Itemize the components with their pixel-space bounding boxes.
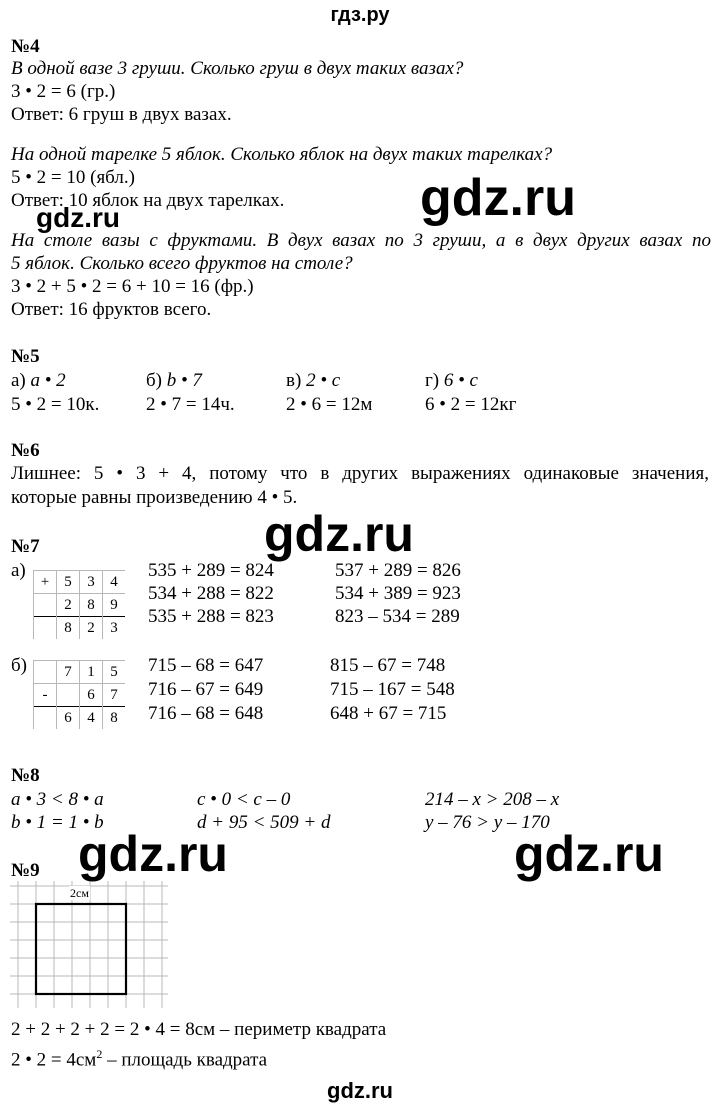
task-9-perimeter: 2 + 2 + 2 + 2 = 2 • 4 = 8см – периметр квадрата [11,1019,387,1040]
grid-cell [34,707,57,730]
task-5-item-a-label: а) [11,370,26,391]
task-5-item-b-expression: b • 7 [166,370,202,391]
task-4-answer-3: Ответ: 16 фруктов всего. [11,299,212,320]
task-4-answer-1: Ответ: 6 груш в двух вазах. [11,104,232,125]
task-5-item-v-expression: 2 • c [306,370,341,391]
task-5-calc-v: 2 • 6 = 12м [286,394,373,415]
task-5-item-b-label: б) [146,370,162,391]
task-4-solution-2: 5 • 2 = 10 (ябл.) [11,167,135,188]
grid-cell: 6 [80,684,103,707]
task-7-b-eq-3: 716 – 68 = 648 [148,703,264,724]
grid-cell: 8 [57,617,80,640]
task-8-title: №8 [11,765,40,786]
watermark-large-2: gdz.ru [264,506,414,562]
task-7-b-eq-1: 715 – 68 = 647 [148,655,264,676]
grid-lines [10,881,168,1008]
task-5-item-v-label: в) [286,370,302,391]
task-7-part-a-label: а) [11,560,26,581]
watermark-large-3: gdz.ru [78,826,228,882]
task-5-item-g [425,370,478,392]
task-7-part-b-column-subtraction [33,660,125,729]
task-4-solution-3: 3 • 2 + 5 • 2 = 6 + 10 = 16 (фр.) [11,276,254,297]
grid-cell [34,661,57,684]
task-7-b-eq-5: 715 – 167 = 548 [330,679,455,700]
task-6-title: №6 [11,440,40,461]
task-9-grid-drawing [10,878,170,1010]
task-4-question-3-line-2: 5 яблок. Сколько всего фруктов на столе? [11,253,353,274]
task-8-expr-2: c • 0 < c – 0 [197,789,291,810]
task-9-title: №9 [11,860,40,881]
task-7-b-eq-4: 815 – 67 = 748 [330,655,446,676]
task-4-question-2: На одной тарелке 5 яблок. Сколько яблок на двух таких тарелках? [11,144,553,165]
task-5-item-a-expression: a • 2 [30,370,66,391]
task-7-a-eq-1: 535 + 289 = 824 [148,560,274,581]
grid-cell: 8 [80,594,103,617]
task-5-item-g-label: г) [425,370,440,391]
task-5-title: №5 [11,346,40,367]
task-8-expr-6: y – 76 > y – 170 [425,812,550,833]
task-9-area-text: – площадь квадрата [102,1049,268,1071]
grid-cell: 1 [80,661,103,684]
grid-cell: - [34,684,57,707]
task-9-area-exponent: 2 [96,1047,103,1061]
task-9-side-label: 2см [70,886,89,900]
task-7-a-eq-2: 534 + 288 = 822 [148,583,274,604]
task-4-answer-2: Ответ: 10 яблок на двух тарелках. [11,190,285,211]
grid-cell: 8 [103,707,126,730]
watermark-small: gdz.ru [36,202,120,233]
task-4-question-3-line-1: На столе вазы с фруктами. В двух вазах по 3 груши, а в двух других вазах по [11,230,711,251]
task-5-calc-g: 6 • 2 = 12кг [425,394,517,415]
task-6-line-2: которые равны произведению 4 • 5. [11,487,298,508]
task-7-part-b-label: б) [11,655,27,676]
task-5-item-a [11,370,66,392]
watermark-large-1: gdz.ru [420,169,576,227]
task-5-item-v [286,370,340,392]
grid-cell: 2 [80,617,103,640]
watermark-footer: gdz.ru [327,1078,393,1103]
task-7-b-eq-6: 648 + 67 = 715 [330,703,447,724]
grid-cell [34,594,57,617]
task-5-item-b [146,370,202,392]
task-7-part-a-column-addition [33,570,125,639]
task-7-a-eq-3: 535 + 288 = 823 [148,606,274,627]
grid-cell [57,684,80,707]
site-header: гдз.ру [330,4,390,26]
task-4-title: №4 [11,36,40,57]
task-5-calc-b: 2 • 7 = 14ч. [146,394,235,415]
grid-cell: 7 [57,661,80,684]
task-7-b-eq-2: 716 – 67 = 649 [148,679,264,700]
task-7-a-eq-5: 534 + 389 = 923 [335,583,461,604]
task-8-expr-1: a • 3 < 8 • a [11,789,104,810]
task-4-solution-1: 3 • 2 = 6 (гр.) [11,81,116,102]
task-9-area-value: 2 • 2 = 4см [11,1049,97,1071]
grid-cell: 9 [103,594,126,617]
task-7-a-eq-4: 537 + 289 = 826 [335,560,461,581]
grid-cell: 3 [80,571,103,594]
grid-cell: + [34,571,57,594]
task-8-expr-3: 214 – x > 208 – x [425,789,560,810]
grid-cell: 4 [103,571,126,594]
task-5-calc-a: 5 • 2 = 10к. [11,394,100,415]
grid-cell: 2 [57,594,80,617]
task-6-line-1: Лишнее: 5 • 3 + 4, потому что в других выражениях одинаковые значения, [11,463,709,484]
task-5-item-g-expression: 6 • c [443,370,478,391]
task-4-question-1: В одной вазе 3 груши. Сколько груш в двух таких вазах? [11,58,464,79]
grid-cell: 5 [103,661,126,684]
grid-cell: 5 [57,571,80,594]
task-7-title: №7 [11,536,40,557]
grid-cell: 3 [103,617,126,640]
task-8-expr-4: b • 1 = 1 • b [11,812,104,833]
grid-cell: 6 [57,707,80,730]
task-9-area [11,1043,267,1071]
grid-cell: 4 [80,707,103,730]
grid-cell [34,617,57,640]
square-shape [36,904,126,994]
grid-cell: 7 [103,684,126,707]
task-8-expr-5: d + 95 < 509 + d [197,812,331,833]
watermark-large-4: gdz.ru [514,826,664,882]
task-7-a-eq-6: 823 – 534 = 289 [335,606,460,627]
